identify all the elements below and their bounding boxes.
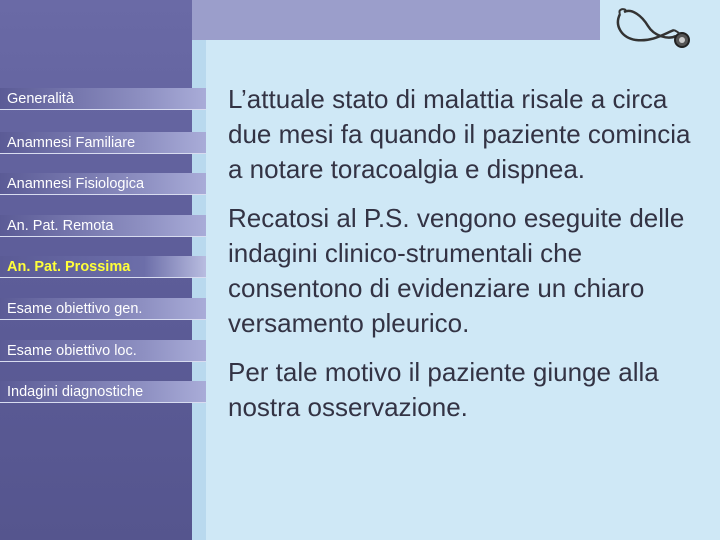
nav-item-an-pat-prossima[interactable]: An. Pat. Prossima — [0, 256, 206, 278]
nav-item-anamnesi-fisiologica[interactable]: Anamnesi Fisiologica — [0, 173, 206, 195]
nav-item-anamnesi-familiare[interactable]: Anamnesi Familiare — [0, 132, 206, 154]
paragraph: Recatosi al P.S. vengono eseguite delle indagini clinico-strumentali che consentono di evidenziare un chiaro versamento pleurico. — [228, 203, 685, 338]
divider-strip — [192, 40, 206, 540]
paragraph: L’attuale stato di malattia risale a circa due mesi fa quando il paziente comincia a notare toracoalgia e dispnea. — [228, 84, 691, 184]
nav-item-esame-obiettivo-loc[interactable]: Esame obiettivo loc. — [0, 340, 206, 362]
nav-item-indagini-diagnostiche[interactable]: Indagini diagnostiche — [0, 381, 206, 403]
nav-item-an-pat-remota[interactable]: An. Pat. Remota — [0, 215, 206, 237]
header-band — [192, 0, 600, 40]
nav-item-esame-obiettivo-gen[interactable]: Esame obiettivo gen. — [0, 298, 206, 320]
nav-item-generalita[interactable]: Generalità — [0, 88, 206, 110]
paragraph: Per tale motivo il paziente giunge alla nostra osservazione. — [228, 357, 659, 422]
slide-content — [228, 82, 698, 439]
stethoscope-icon — [612, 4, 696, 58]
